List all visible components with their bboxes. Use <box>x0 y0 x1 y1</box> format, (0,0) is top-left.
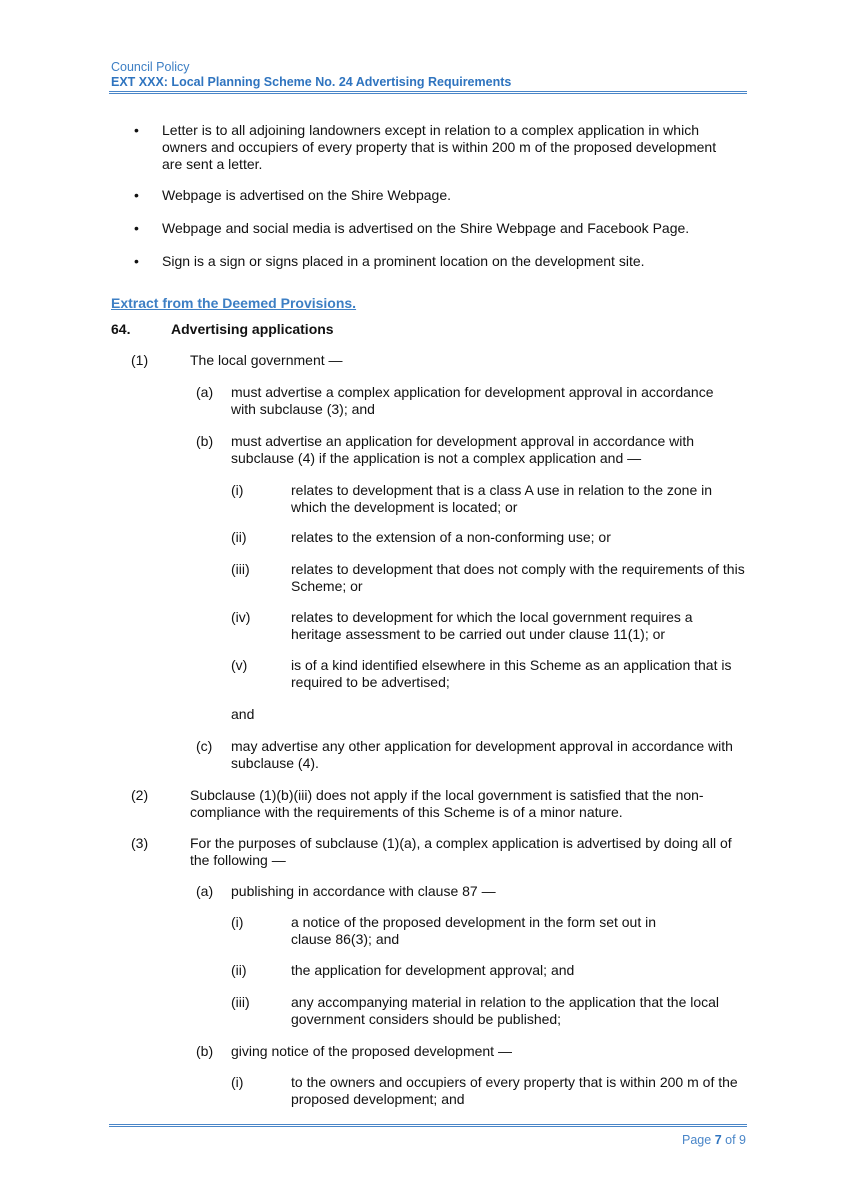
subclause-label: (c) <box>196 738 213 754</box>
page-total: 9 <box>739 1133 746 1147</box>
footer-divider <box>109 1124 747 1127</box>
item-text: is of a kind identified elsewhere in this Scheme as an application that is required to be advertised; <box>291 657 732 690</box>
subclause-label: (b) <box>196 433 214 449</box>
extract-heading-link[interactable]: Extract from the Deemed Provisions. <box>111 295 357 311</box>
bullet-icon: • <box>134 187 139 203</box>
item-text: any accompanying material in relation to the application that the local government considers should be published; <box>291 994 720 1027</box>
item-text: relates to development for which the local government requires a heritage assessment to be carried out under clause 11(1); or <box>291 609 693 642</box>
bullet-sign: Sign is a sign or signs placed in a prominent location on the development site. <box>162 253 645 269</box>
item-label: (iii) <box>231 561 250 577</box>
bullet-icon: • <box>134 122 139 138</box>
section-title: Advertising applications <box>171 321 334 337</box>
subclause-label: (b) <box>196 1043 214 1059</box>
subclause-text: may advertise any other application for development approval in accordance with subclause (4). <box>231 738 733 771</box>
item-label: (ii) <box>231 529 247 545</box>
item-text: the application for development approval; and <box>291 962 575 978</box>
bullet-letter: Letter is to all adjoining landowners except in relation to a complex application in which owners and occupiers of every property that is within 200 m of the proposed development are sent a letter. <box>162 122 717 172</box>
subclause-text: must advertise a complex application for development approval in accordance with subclause (3); and <box>231 384 714 417</box>
bullet-social-media: Webpage and social media is advertised on the Shire Webpage and Facebook Page. <box>162 220 690 236</box>
bullet-icon: • <box>134 253 139 269</box>
page-indicator <box>682 1133 746 1147</box>
item-label: (i) <box>231 1074 244 1090</box>
item-label: (i) <box>231 914 244 930</box>
page-of: of <box>725 1133 736 1147</box>
item-label: (ii) <box>231 962 247 978</box>
header-divider <box>109 91 747 94</box>
item-text: relates to development that is a class A use in relation to the zone in which the development is located; or <box>291 482 713 515</box>
section-number: 64. <box>111 321 131 337</box>
subclause-label: (a) <box>196 883 214 899</box>
bullet-icon: • <box>134 220 139 236</box>
subclause-text: must advertise an application for development approval in accordance with subclause (4) if the application is not a complex application and — <box>231 433 695 466</box>
item-text: to the owners and occupiers of every property that is within 200 m of the proposed development; and <box>291 1074 738 1107</box>
item-label: (iii) <box>231 994 250 1010</box>
clause-label: (2) <box>131 787 149 803</box>
header-document-title: EXT XXX: Local Planning Scheme No. 24 Advertising Requirements <box>111 75 512 89</box>
subclause-text: publishing in accordance with clause 87 — <box>231 883 496 899</box>
clause-label: (1) <box>131 352 149 368</box>
subclause-text: giving notice of the proposed development — <box>231 1043 512 1059</box>
item-label: (iv) <box>231 609 251 625</box>
clause-label: (3) <box>131 835 149 851</box>
clause-text: Subclause (1)(b)(iii) does not apply if the local government is satisfied that the non-compliance with the requirements of this Scheme is of a minor nature. <box>190 787 704 820</box>
clause-text: For the purposes of subclause (1)(a), a complex application is advertised by doing all of the following — <box>190 835 732 868</box>
header-policy-label: Council Policy <box>111 60 190 74</box>
item-text: relates to the extension of a non-conforming use; or <box>291 529 611 545</box>
item-text: a notice of the proposed development in the form set out in clause 86(3); and <box>291 914 657 947</box>
clause-text: The local government — <box>190 352 343 368</box>
page-prefix: Page <box>682 1133 712 1147</box>
conjunction-text: and <box>231 706 255 722</box>
subclause-label: (a) <box>196 384 214 400</box>
bullet-webpage: Webpage is advertised on the Shire Webpage. <box>162 187 452 203</box>
item-label: (v) <box>231 657 248 673</box>
page-number: 7 <box>714 1133 722 1147</box>
item-text: relates to development that does not comply with the requirements of this Scheme; or <box>291 561 745 594</box>
item-label: (i) <box>231 482 244 498</box>
